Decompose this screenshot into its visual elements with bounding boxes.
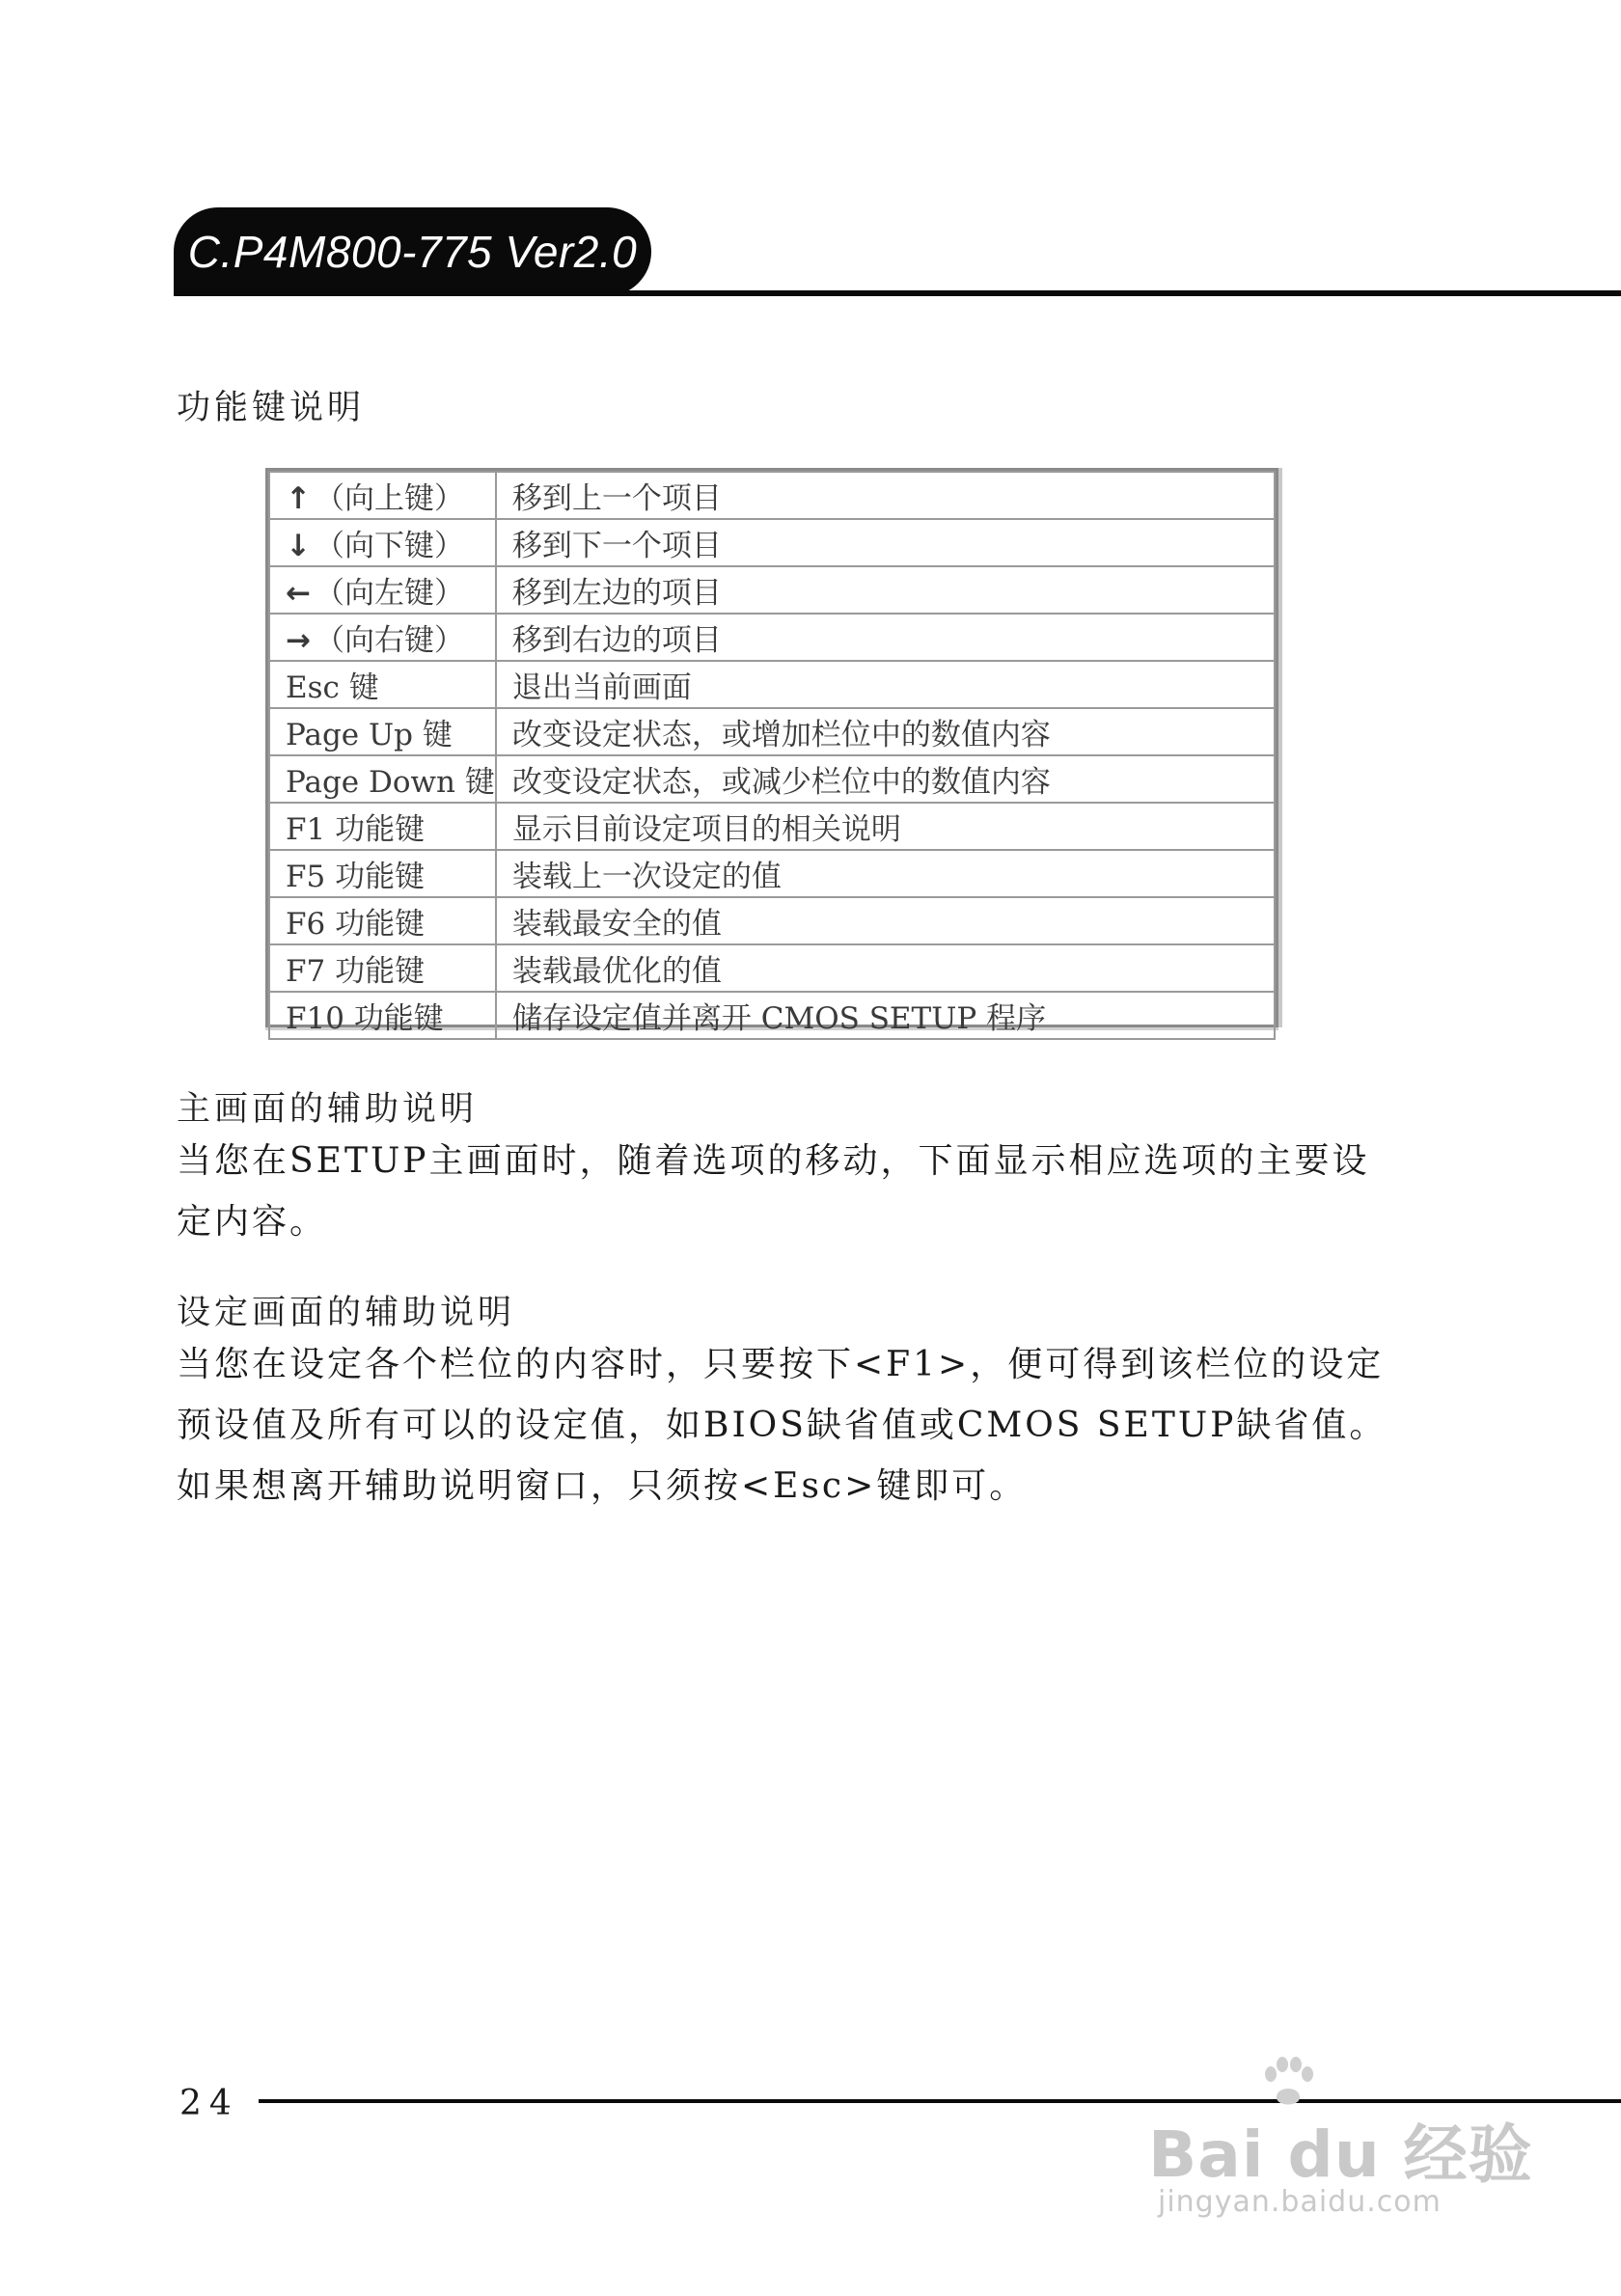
arrow-icon: ↓ xyxy=(286,529,311,563)
header-rule xyxy=(579,290,1621,296)
key-description: 改变设定状态，或增加栏位中的数值内容 xyxy=(496,708,1275,755)
key-label: F7 功能键 xyxy=(286,954,426,989)
key-label: （向左键） xyxy=(314,576,464,611)
key-cell xyxy=(269,614,496,661)
setting-help-body: 当您在设定各个栏位的内容时，只要按下<F1>，便可得到该栏位的设定预设值及所有可以的设定值，如BIOS缺省值或CMOS SETUP缺省值。如果想离开辅助说明窗口，只须按<Esc>键即可。 xyxy=(177,1345,1387,1506)
key-label: （向下键） xyxy=(314,529,464,563)
key-table-row xyxy=(269,755,1275,803)
key-label: Page Up 键 xyxy=(286,718,453,752)
setting-help-title: 设定画面的辅助说明 xyxy=(177,1294,516,1332)
function-key-table xyxy=(265,468,1278,1036)
key-table-row xyxy=(269,850,1275,897)
key-table-row xyxy=(269,897,1275,944)
key-cell xyxy=(269,472,496,519)
key-description: 移到上一个项目 xyxy=(496,472,1275,519)
key-table-row xyxy=(269,614,1275,661)
key-description: 显示目前设定项目的相关说明 xyxy=(496,803,1275,850)
key-description: 改变设定状态，或减少栏位中的数值内容 xyxy=(496,755,1275,803)
key-label: F10 功能键 xyxy=(286,1001,444,1036)
main-help-body: 当您在SETUP主画面时，随着选项的移动，下面显示相应选项的主要设定内容。 xyxy=(177,1141,1370,1242)
key-table-row xyxy=(269,803,1275,850)
key-label: F5 功能键 xyxy=(286,860,426,894)
key-cell xyxy=(269,661,496,708)
key-description: 储存设定值并离开 CMOS SETUP 程序 xyxy=(496,992,1275,1039)
key-table-row xyxy=(269,519,1275,566)
key-description: 装载最安全的值 xyxy=(496,897,1275,944)
key-table-row xyxy=(269,472,1275,519)
arrow-icon: ↑ xyxy=(286,481,311,516)
arrow-icon: ← xyxy=(286,576,311,611)
baidu-watermark xyxy=(1139,2055,1544,2228)
key-cell xyxy=(269,803,496,850)
key-cell xyxy=(269,566,496,614)
key-label: F1 功能键 xyxy=(286,812,426,847)
key-table-row xyxy=(269,944,1275,992)
key-cell xyxy=(269,850,496,897)
page-number: 24 xyxy=(179,2084,239,2123)
model-title: C.P4M800-775 Ver2.0 xyxy=(187,227,638,277)
key-cell xyxy=(269,519,496,566)
key-table-row xyxy=(269,992,1275,1039)
key-cell xyxy=(269,755,496,803)
key-label: F6 功能键 xyxy=(286,907,426,942)
key-description: 装载上一次设定的值 xyxy=(496,850,1275,897)
model-header-badge xyxy=(174,207,651,296)
key-description: 退出当前画面 xyxy=(496,661,1275,708)
key-cell xyxy=(269,944,496,992)
key-description: 移到右边的项目 xyxy=(496,614,1275,661)
main-help-title: 主画面的辅助说明 xyxy=(177,1090,479,1129)
key-label: （向上键） xyxy=(314,481,464,516)
key-label: Page Down 键 xyxy=(286,765,495,800)
key-description: 装载最优化的值 xyxy=(496,944,1275,992)
key-table-row xyxy=(269,708,1275,755)
key-description: 移到左边的项目 xyxy=(496,566,1275,614)
arrow-icon: → xyxy=(286,623,311,658)
watermark-brand: Bai du 经验 xyxy=(1148,2118,1533,2192)
watermark-site: jingyan.baidu.com xyxy=(1158,2185,1442,2219)
key-cell xyxy=(269,992,496,1039)
function-keys-title: 功能键说明 xyxy=(177,389,366,427)
key-cell xyxy=(269,708,496,755)
key-cell xyxy=(269,897,496,944)
paw-icon xyxy=(1259,2055,1317,2109)
key-table-row xyxy=(269,566,1275,614)
key-table-row xyxy=(269,661,1275,708)
key-label: Esc 键 xyxy=(286,670,379,705)
key-description: 移到下一个项目 xyxy=(496,519,1275,566)
key-label: （向右键） xyxy=(314,623,464,658)
